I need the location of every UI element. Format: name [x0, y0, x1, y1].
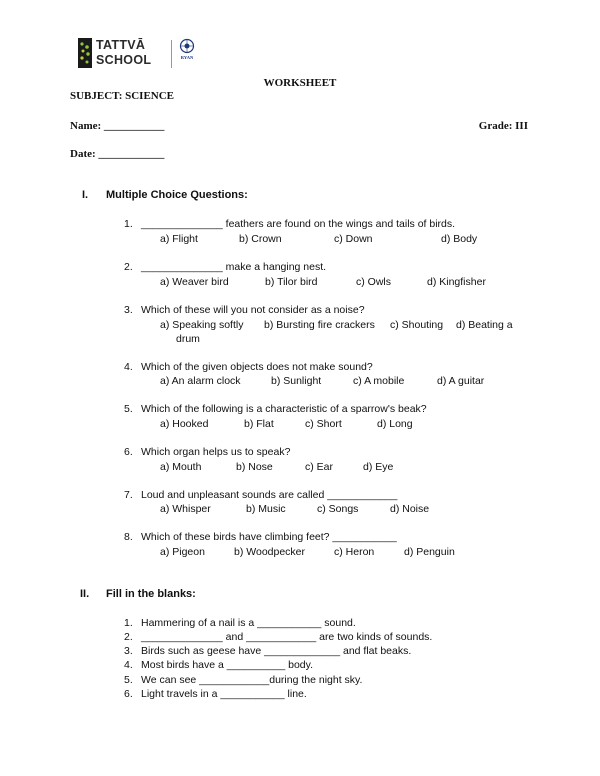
option: d) Noise [390, 503, 430, 515]
fill-item: 5. We can see ____________during the night sky. [124, 674, 363, 686]
worksheet-title: WORKSHEET [263, 77, 337, 89]
fill-item: 4. Most birds have a __________ body. [124, 659, 314, 671]
section-1-number: I. [82, 189, 89, 201]
fill-item: 6. Light travels in a ___________ line. [124, 688, 307, 700]
option: d) Beating a [456, 319, 513, 331]
date-field: Date: ____________ [70, 148, 165, 160]
option: c) Shouting [390, 319, 444, 331]
option: a) Hooked [160, 418, 209, 430]
fill-item: 3. Birds such as geese have _____________ and flat beaks. [124, 645, 412, 657]
option: b) Sunlight [271, 375, 322, 387]
option: b) Music [246, 503, 286, 515]
option: b) Flat [244, 418, 274, 430]
option: a) An alarm clock [160, 375, 241, 387]
option: d) Eye [363, 461, 394, 473]
option: c) Short [305, 418, 342, 430]
fill-item: 2. ______________ and ____________ are two kinds of sounds. [124, 631, 433, 643]
leaf-logo-icon [78, 38, 92, 68]
section-1-title: Multiple Choice Questions: [106, 189, 248, 201]
option: d) Kingfisher [427, 276, 486, 288]
ryan-emblem-icon [175, 38, 199, 54]
option: a) Flight [160, 233, 198, 245]
option: d) A guitar [437, 375, 485, 387]
subject-label: SUBJECT: SCIENCE [70, 90, 175, 102]
option: a) Whisper [160, 503, 211, 515]
section-2-title: Fill in the blanks: [106, 588, 196, 600]
option: b) Woodpecker [234, 546, 306, 558]
section-2-number: II. [80, 588, 90, 600]
ryan-emblem: RYAN [175, 38, 199, 72]
option: b) Nose [236, 461, 273, 473]
option: c) Heron [334, 546, 375, 558]
option: d) Penguin [404, 546, 455, 558]
option: c) Owls [356, 276, 391, 288]
grade-label: Grade: III [478, 120, 528, 132]
option: a) Pigeon [160, 546, 205, 558]
logo-wordmark: TATTVĀ SCHOOL [96, 38, 152, 67]
option: c) A mobile [353, 375, 405, 387]
option: c) Songs [317, 503, 359, 515]
option: a) Speaking softly [160, 319, 244, 331]
option: a) Weaver bird [160, 276, 229, 288]
logo-divider [171, 40, 172, 68]
option: c) Ear [305, 461, 334, 473]
name-field: Name: ___________ [70, 120, 165, 132]
option: b) Tilor bird [265, 276, 318, 288]
option: b) Crown [239, 233, 282, 245]
option: b) Bursting fire crackers [264, 319, 375, 331]
fill-item: 1. Hammering of a nail is a ___________ sound. [124, 617, 356, 629]
option: d) Long [377, 418, 413, 430]
option: d) Body [441, 233, 478, 245]
option: a) Mouth [160, 461, 202, 473]
option-continuation: drum [176, 333, 200, 345]
option: c) Down [334, 233, 373, 245]
school-logo [78, 38, 198, 72]
